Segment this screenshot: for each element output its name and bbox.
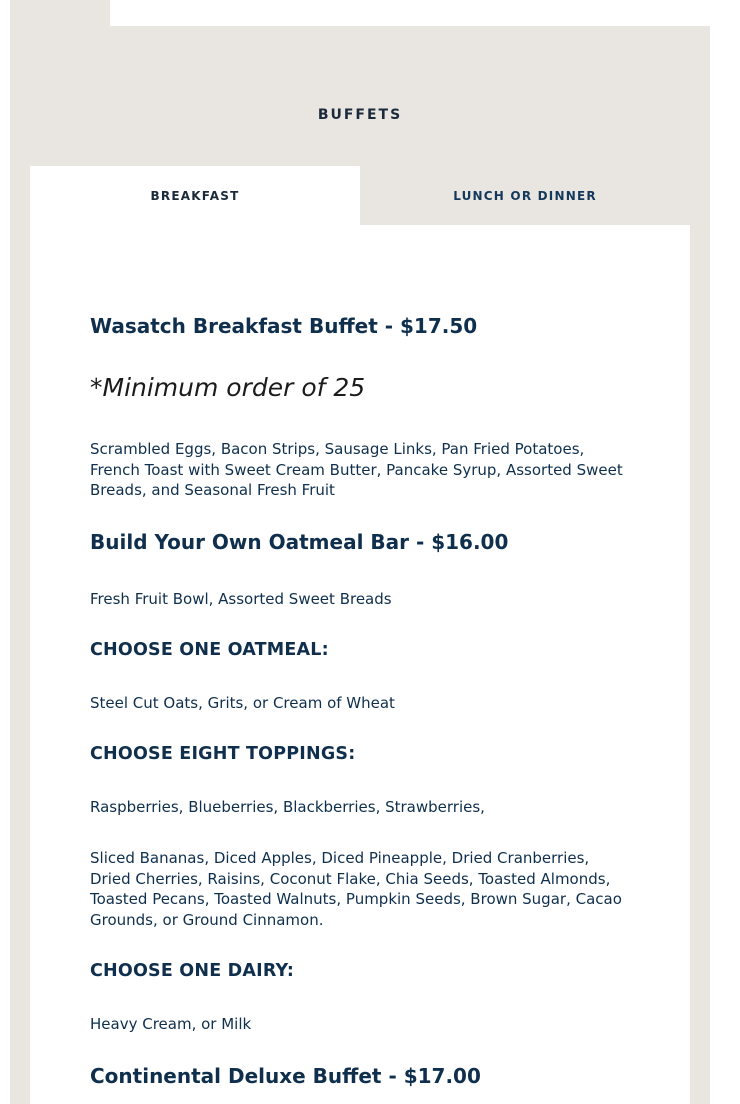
oatmeal-bar-includes: Fresh Fruit Bowl, Assorted Sweet Breads [90, 590, 392, 608]
toppings-line-2: Sliced Bananas, Diced Apples, Diced Pineapple, Dried Cranberries, Dried Cherries, Raisins, Coconut Flake, Chia Seeds, Toasted Almonds, Toasted Pecans, Toasted Walnuts, Pumpkin Seeds, Brown Sugar, Cacao Grounds, or Ground Cinnamon. [90, 849, 622, 929]
choose-dairy-heading: CHOOSE ONE DAIRY: [90, 961, 295, 981]
toppings-line-1: Raspberries, Blueberries, Blackberries, Strawberries, [90, 798, 485, 816]
oatmeal-bar-title: Build Your Own Oatmeal Bar - $16.00 [90, 530, 509, 554]
choose-toppings-heading: CHOOSE EIGHT TOPPINGS: [90, 744, 356, 764]
dairy-options: Heavy Cream, or Milk [90, 1015, 252, 1033]
section-title: BUFFETS [317, 107, 403, 123]
choose-oatmeal-heading: CHOOSE ONE OATMEAL: [90, 640, 329, 660]
wasatch-buffet-description: Scrambled Eggs, Bacon Strips, Sausage Links, Pan Fried Potatoes, French Toast with Sweet Cream Butter, Pancake Syrup, Assorted Sweet Breads, and Seasonal Fresh Fruit [90, 440, 623, 499]
tab-lunch-or-dinner[interactable]: LUNCH OR DINNER [360, 166, 690, 225]
tab-breakfast[interactable]: BREAKFAST [30, 166, 360, 225]
minimum-order-note: *Minimum order of 25 [90, 373, 366, 402]
continental-buffet-title: Continental Deluxe Buffet - $17.00 [90, 1064, 481, 1088]
oatmeal-options: Steel Cut Oats, Grits, or Cream of Wheat [90, 694, 395, 712]
wasatch-buffet-title: Wasatch Breakfast Buffet - $17.50 [90, 314, 478, 338]
previous-section-card [110, 0, 740, 26]
